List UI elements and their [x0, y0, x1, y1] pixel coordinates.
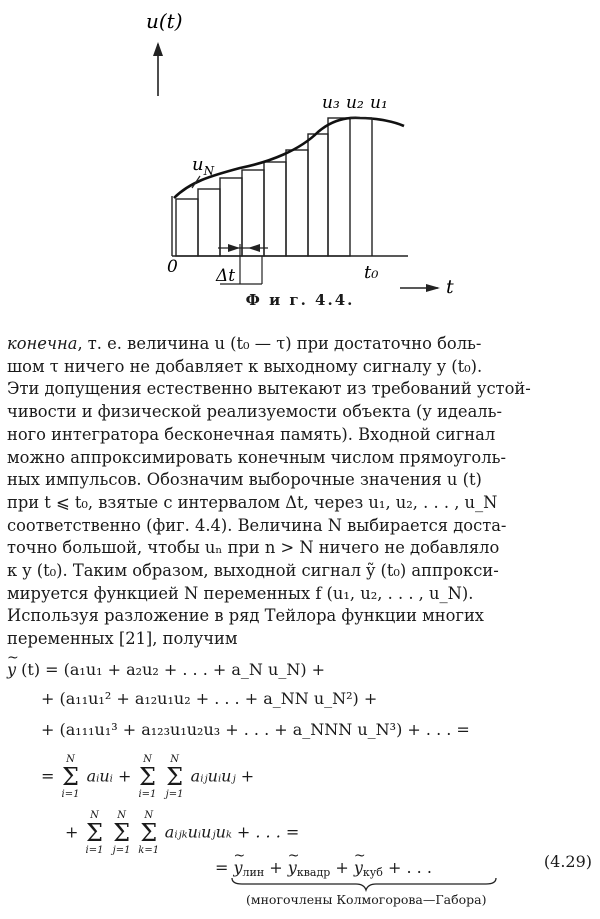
- equation-note: (многочлены Колмогорова—Габора): [246, 892, 487, 907]
- figure-4-4: [0, 0, 600, 320]
- figure-caption: Ф и г. 4.4.: [245, 291, 355, 309]
- text-line: переменных [21], получим: [7, 629, 238, 649]
- dt-label: Δt: [216, 266, 236, 286]
- text-line: конечна, т. е. величина u (t₀ — τ) при достаточно боль-: [7, 334, 482, 353]
- equation-row-3: + (a₁₁₁u₁³ + a₁₂₃u₁u₂u₃ + . . . + a_NNN u_N³) + . . . =: [41, 720, 470, 739]
- equation-number: (4.29): [543, 852, 592, 871]
- bar: [308, 134, 328, 256]
- sum-symbol: N Σ j=1: [165, 754, 184, 800]
- bar: [242, 170, 264, 256]
- text-line: можно аппроксимировать конечным числом прямоуголь-: [7, 447, 506, 467]
- bar: [328, 118, 350, 256]
- equation-row-5: + N Σ i=1 N Σ j=1 N Σ k=1 aᵢⱼₖuᵢuⱼuₖ + . . . =: [65, 810, 300, 856]
- u-n-label: $u_N$: [192, 154, 215, 178]
- y-axis-arrowhead: [153, 42, 163, 56]
- u1-label: u₁: [370, 93, 388, 113]
- underbrace: [230, 876, 500, 892]
- t0-label: t₀: [364, 262, 379, 283]
- sum-symbol: N Σ i=1: [138, 754, 157, 800]
- sum-symbol: N Σ i=1: [61, 754, 80, 800]
- bar: [198, 189, 220, 256]
- sample-bars: [176, 118, 350, 256]
- text-line: соответственно (фиг. 4.4). Величина N выбирается доста-: [7, 515, 507, 535]
- u2-label: u₂: [346, 93, 364, 113]
- text-line: мируется функцией N переменных f (u₁, u₂, . . . , u_N).: [7, 583, 474, 603]
- bar: [220, 178, 242, 256]
- sum-symbol: N Σ j=1: [112, 810, 131, 856]
- equation-row-6: = ~ $y_{лин}$ + ~ $y_{квадр}$ + ~ $y_{куб}$ + . . .: [215, 858, 432, 883]
- text-line: ного интегратора бесконечная память). Входной сигнал: [7, 424, 496, 444]
- sum-symbol: N Σ k=1: [138, 810, 160, 856]
- equation-row-2: + (a₁₁u₁² + a₁₂u₁u₂ + . . . + a_NN u_N²) +: [41, 689, 378, 708]
- text-line: Используя разложение в ряд Тейлора функции многих: [7, 606, 484, 626]
- text-line: к y (t₀). Таким образом, выходной сигнал ỹ (t₀) аппрокси-: [7, 561, 499, 581]
- text-line: Эти допущения естественно вытекают из требований устой-: [7, 379, 531, 399]
- text-line: при t ⩽ t₀, взятые с интервалом Δt, через u₁, u₂, . . . , u_N: [7, 492, 498, 512]
- bar: [264, 162, 286, 256]
- text-line: чивости и физической реализуемости объекта (у идеаль-: [7, 402, 502, 422]
- bar: [286, 150, 308, 256]
- origin-label: 0: [167, 257, 178, 277]
- y-axis-label: u(t): [146, 9, 183, 33]
- x-axis-label: t: [446, 276, 454, 298]
- text-line: ных импульсов. Обозначим выборочные значения u (t): [7, 470, 482, 490]
- u3-label: u₃: [322, 93, 340, 113]
- equation-row-4: = N Σ i=1 aᵢuᵢ + N Σ i=1 N Σ j=1 aᵢⱼuᵢuⱼ +: [41, 754, 255, 800]
- signal-curve: [174, 118, 404, 198]
- equation-row-1: ~ y (t) = (a₁u₁ + a₂u₂ + . . . + a_N u_N) +: [7, 660, 325, 680]
- sum-symbol: N Σ i=1: [85, 810, 104, 856]
- text-line: точно большой, чтобы uₙ при n > N ничего не добавляло: [7, 538, 500, 558]
- bar: [176, 199, 198, 256]
- body-paragraph: [7, 333, 593, 651]
- text-line: шом τ ничего не добавляет к выходному сигналу y (t₀).: [7, 356, 483, 376]
